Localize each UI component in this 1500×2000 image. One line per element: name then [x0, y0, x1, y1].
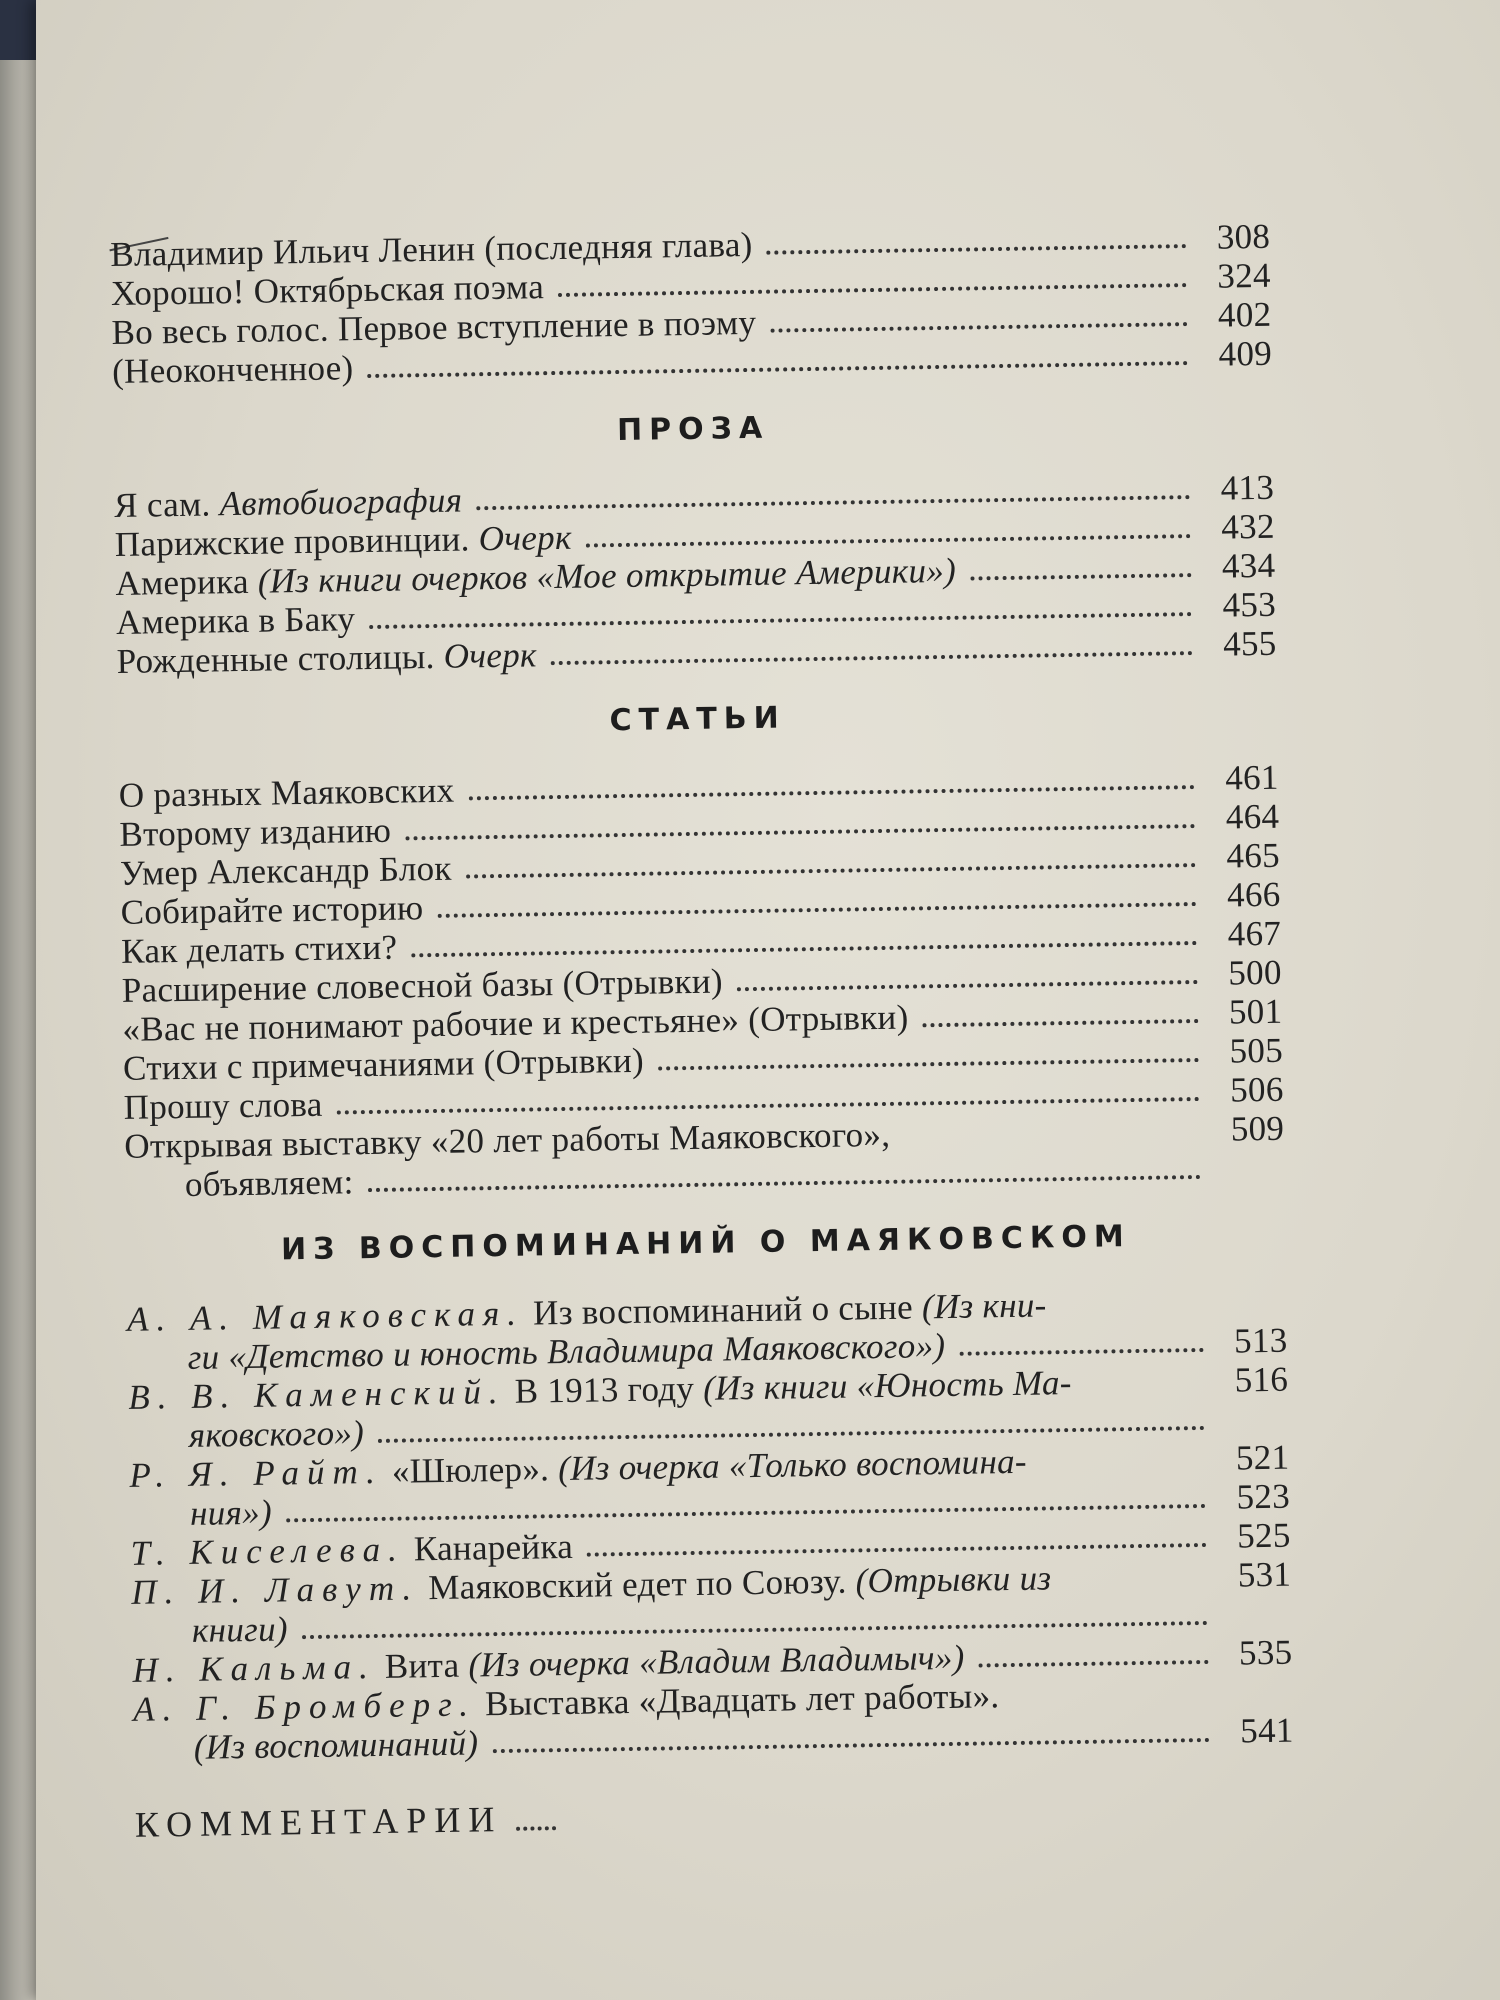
page-number: 466 [1226, 874, 1281, 915]
leader-dots [737, 980, 1198, 991]
leader-dots [558, 283, 1187, 297]
entry-note: (Из кни- [921, 1285, 1047, 1327]
entry-title-continuation: объявляем: [184, 1162, 354, 1204]
leader-dots [476, 495, 1190, 510]
page-number: 434 [1221, 545, 1276, 586]
entry-subtitle: Очерк [443, 635, 537, 676]
page-number: 455 [1222, 623, 1277, 664]
entry-title: Вита [384, 1645, 460, 1686]
page-number: 402 [1217, 294, 1272, 335]
entry-title-continuation: яковского») [188, 1413, 365, 1455]
page-number: 453 [1222, 584, 1277, 625]
page-number: 308 [1216, 216, 1271, 257]
page-number: 509 [1230, 1108, 1285, 1149]
entry-title: Рожденные столицы. [116, 636, 435, 681]
commentary-title: КОММЕНТАРИИ [134, 1799, 503, 1845]
entry-subtitle: (Из книги очерков «Мое открытие Америки») [257, 550, 957, 601]
entry-title: Второму изданию [119, 810, 392, 854]
poems-section [110, 217, 1272, 391]
entry-title: Прошу слова [123, 1084, 323, 1127]
articles-section [118, 758, 1285, 1205]
entry-author: Т. Киселева. [130, 1529, 406, 1573]
entry-title: Открывая выставку «20 лет работы Маяковского», [124, 1114, 891, 1166]
page-number: 505 [1229, 1030, 1284, 1071]
page-number: 521 [1235, 1437, 1290, 1478]
entry-subtitle: Очерк [478, 517, 572, 559]
entry-note: (Из очерка «Только воспомина- [557, 1441, 1028, 1489]
page-number: 541 [1239, 1710, 1294, 1751]
entry-title: «Вас не понимают рабочие и крестьяне» (Отрывки) [122, 997, 909, 1049]
leader-dots [492, 1738, 1209, 1753]
memoirs-section [127, 1282, 1294, 1768]
leader-dots [551, 651, 1193, 665]
leader-dots [979, 1660, 1209, 1668]
entry-title: Выставка «Двадцать лет работы». [484, 1676, 1000, 1724]
entry-title: Собирайте историю [120, 888, 424, 932]
page-number: 501 [1228, 991, 1283, 1032]
entry-title: Парижские провинции. [114, 519, 470, 564]
leader-dots [368, 361, 1189, 378]
page-number: 461 [1224, 757, 1279, 798]
entry-title: Хорошо! Октябрьская поэма [110, 267, 545, 313]
entry-title: (Неоконченное) [111, 348, 354, 391]
leader-dots [658, 1058, 1199, 1070]
page-number: 516 [1234, 1359, 1289, 1400]
leader-dots [959, 1348, 1203, 1356]
entry-title-continuation: (Из воспоминаний) [193, 1723, 479, 1767]
page-number: 464 [1225, 796, 1280, 837]
leader-dots [516, 1826, 556, 1831]
entry-note: (Из книги «Юность Ма- [702, 1363, 1072, 1408]
leader-dots [970, 573, 1191, 580]
page-number: 409 [1218, 333, 1273, 374]
section-heading-articles: СТАТЬИ [609, 700, 787, 739]
leader-dots [466, 863, 1196, 878]
entry-title: Я сам. [113, 484, 211, 525]
page-number: 525 [1236, 1515, 1291, 1556]
section-heading-prose: ПРОЗА [616, 410, 770, 449]
entry-title: В 1913 году [514, 1368, 695, 1411]
entry-note: (Из очерка «Владим Владимыч») [468, 1637, 965, 1685]
page-number: 523 [1236, 1476, 1291, 1517]
entry-title: Канарейка [413, 1526, 574, 1569]
entry-title: «Шюлер». [391, 1449, 550, 1491]
entry-title-continuation: ги «Детство и юность Владимира Маяковского») [187, 1326, 946, 1377]
entry-title-continuation: ния») [189, 1492, 273, 1533]
page-number: 500 [1228, 952, 1283, 993]
entry-author: В. В. Каменский. [127, 1371, 506, 1417]
leader-dots [923, 1019, 1199, 1027]
leader-dots [587, 1543, 1207, 1557]
page-number: 506 [1229, 1069, 1284, 1110]
page-number: 467 [1227, 913, 1282, 954]
leader-dots [368, 1175, 1201, 1192]
entry-title-continuation: книги) [191, 1609, 289, 1650]
page-number: 413 [1220, 467, 1275, 508]
entry-title: Стихи с примечаниями (Отрывки) [122, 1040, 645, 1088]
page-number: 432 [1221, 506, 1276, 547]
page-number: 535 [1238, 1632, 1293, 1673]
table-of-contents [110, 217, 1295, 1846]
entry-author: А. А. Маяковская. [126, 1293, 525, 1339]
entry-title: Умер Александр Блок [119, 848, 452, 893]
page-number: 465 [1226, 835, 1281, 876]
entry-author: Р. Я. Райт. [129, 1451, 384, 1495]
entry-note: (Отрывки из [855, 1558, 1052, 1601]
page-number: 324 [1217, 255, 1272, 296]
entry-title: Америка в Баку [115, 599, 356, 642]
entry-title: Как делать стихи? [120, 927, 398, 971]
entry-author: А. Г. Бромберг. [132, 1684, 477, 1729]
entry-title: О разных Маяковских [118, 770, 455, 815]
entry-title: Из воспоминаний о сыне [532, 1287, 914, 1333]
leader-dots [586, 534, 1191, 548]
entry-title: Расширение словесной базы (Отрывки) [121, 961, 724, 1010]
leader-dots [770, 322, 1187, 333]
entry-subtitle: Автобиография [219, 480, 463, 524]
entry-title: Америка [115, 561, 250, 603]
prose-section [114, 468, 1277, 681]
leader-dots [438, 902, 1197, 918]
page-number: 513 [1233, 1320, 1288, 1361]
entry-title: Маяковский едет по Союзу. [427, 1561, 847, 1608]
entry-title: Владимир Ильич Ленин (последняя глава) [110, 224, 753, 274]
entry-author: П. И. Лавут. [131, 1568, 420, 1612]
leader-dots [767, 244, 1187, 255]
entry-title: Во весь голос. Первое вступление в поэму [111, 302, 757, 352]
page-number: 531 [1237, 1554, 1292, 1595]
entry-author: Н. Кальма. [132, 1647, 377, 1690]
section-heading-memoirs: ИЗ ВОСПОМИНАНИЙ О МАЯКОВСКОМ [280, 1219, 1132, 1268]
leader-dots [469, 785, 1195, 800]
